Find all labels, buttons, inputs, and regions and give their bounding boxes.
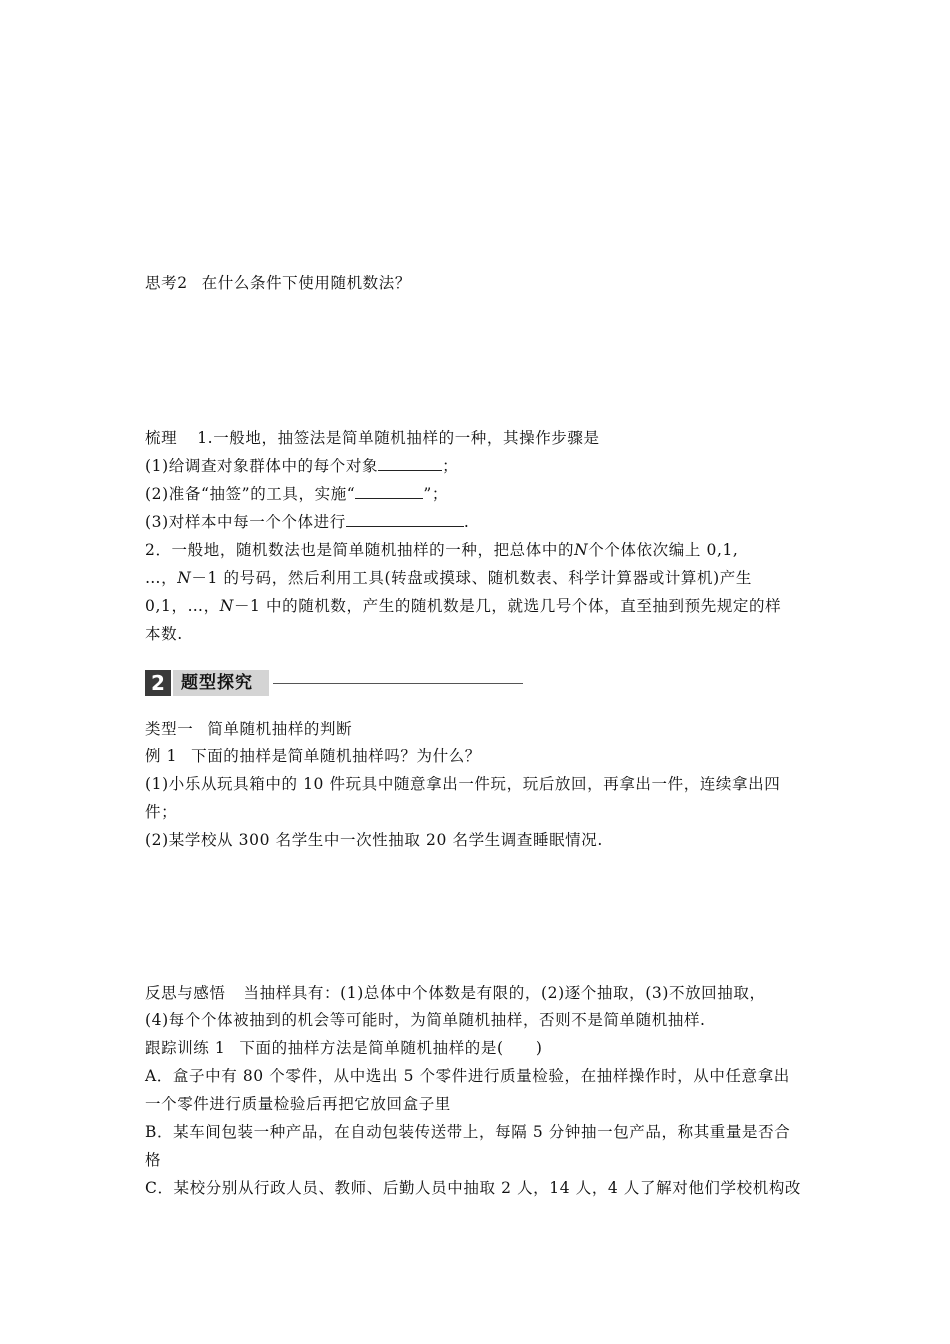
practice1-label: 跟踪训练 1 [145, 1039, 226, 1057]
p2-line1-b: 个个体依次编上 0,1, [588, 541, 739, 559]
summary-step1 [145, 456, 815, 476]
blank-line [378, 456, 442, 471]
summary-intro [145, 428, 815, 448]
example1-label: 例 1 [145, 747, 178, 765]
example1-question [145, 746, 815, 766]
summary-step2 [145, 484, 815, 504]
think2-label: 思考2 [145, 274, 188, 292]
step3-end: . [463, 513, 470, 531]
item1-line2: 件； [145, 803, 178, 821]
step1-end: ； [442, 457, 459, 475]
reflection-line2-text: (4)每个个体被抽到的机会等可能时，为简单随机抽样，否则不是简单随机抽样. [145, 1011, 706, 1029]
reflection-line1-text: 当抽样具有：(1)总体中个体数是有限的，(2)逐个抽取，(3)不放回抽取， [243, 984, 766, 1002]
section-header [145, 670, 525, 696]
variable-n: N [219, 597, 234, 615]
summary-p2-line4 [145, 624, 815, 644]
option-b-text2: 格 [145, 1151, 162, 1169]
type1-heading [145, 719, 815, 739]
variable-n: N [574, 541, 589, 559]
p2-line2-b: －1 的号码，然后利用工具(转盘或摸球、随机数表、科学计算器或计算机)产生 [191, 569, 752, 587]
option-a-line2 [145, 1094, 815, 1114]
practice1-question-text: 下面的抽样方法是简单随机抽样的是( ) [239, 1039, 543, 1057]
summary-p2-line2 [145, 568, 815, 588]
summary-step3 [145, 512, 815, 532]
blank-line [346, 512, 464, 527]
think2-question [145, 273, 815, 293]
p2-line4: 本数. [145, 625, 183, 643]
variable-n: N [177, 569, 192, 587]
option-a-text1: A．盒子中有 80 个零件，从中选出 5 个零件进行质量检验，在抽样操作时，从中任意拿出 [145, 1067, 790, 1085]
summary-p2-line1 [145, 540, 815, 560]
summary-p1-intro: 1.一般地，抽签法是简单随机抽样的一种，其操作步骤是 [197, 429, 600, 447]
type1-title: 简单随机抽样的判断 [207, 720, 353, 738]
example1-question-text: 下面的抽样是简单随机抽样吗？为什么？ [191, 747, 481, 765]
example1-item1-line2 [145, 802, 815, 822]
reflection-label: 反思与感悟 [145, 984, 226, 1002]
p2-line3-a: 0,1，…， [145, 597, 220, 615]
summary-label: 梳理 [145, 429, 178, 447]
option-a-text2: 一个零件进行质量检验后再把它放回盒子里 [145, 1095, 451, 1113]
option-a-line1 [145, 1066, 815, 1086]
step2-end: ”； [423, 485, 448, 503]
option-c-text1: C．某校分别从行政人员、教师、后勤人员中抽取 2 人，14 人，4 人了解对他们学校机构改 [145, 1179, 802, 1197]
option-b-line1 [145, 1122, 815, 1142]
option-c-line1 [145, 1178, 815, 1198]
step2-text: (2)准备“抽签”的工具，实施“ [145, 485, 356, 503]
example1-item2 [145, 830, 815, 850]
p2-line3-b: －1 中的随机数，产生的随机数是几，就选几号个体，直至抽到预先规定的样 [233, 597, 782, 615]
think2-text: 在什么条件下使用随机数法？ [201, 274, 411, 292]
option-b-text1: B．某车间包装一种产品，在自动包装传送带上，每隔 5 分钟抽一包产品，称其重量是否合 [145, 1123, 791, 1141]
blank-line [355, 484, 423, 499]
p2-line1-a: 2．一般地，随机数法也是简单随机抽样的一种，把总体中的 [145, 541, 575, 559]
step3-text: (3)对样本中每一个个体进行 [145, 513, 346, 531]
practice1-question [145, 1038, 815, 1058]
option-b-line2 [145, 1150, 815, 1170]
section-number: 2 [145, 670, 171, 696]
type1-label: 类型一 [145, 720, 194, 738]
example1-item1-line1 [145, 774, 815, 794]
section-divider [273, 683, 523, 684]
step1-text: (1)给调查对象群体中的每个对象 [145, 457, 379, 475]
summary-p2-line3 [145, 596, 815, 616]
item1-line1: (1)小乐从玩具箱中的 10 件玩具中随意拿出一件玩，玩后放回，再拿出一件，连续拿出四 [145, 775, 781, 793]
p2-line2-a: …， [145, 569, 178, 587]
section-title: 题型探究 [173, 670, 269, 696]
reflection-line1 [145, 983, 815, 1003]
item2-text: (2)某学校从 300 名学生中一次性抽取 20 名学生调查睡眠情况. [145, 831, 603, 849]
reflection-line2 [145, 1010, 815, 1030]
